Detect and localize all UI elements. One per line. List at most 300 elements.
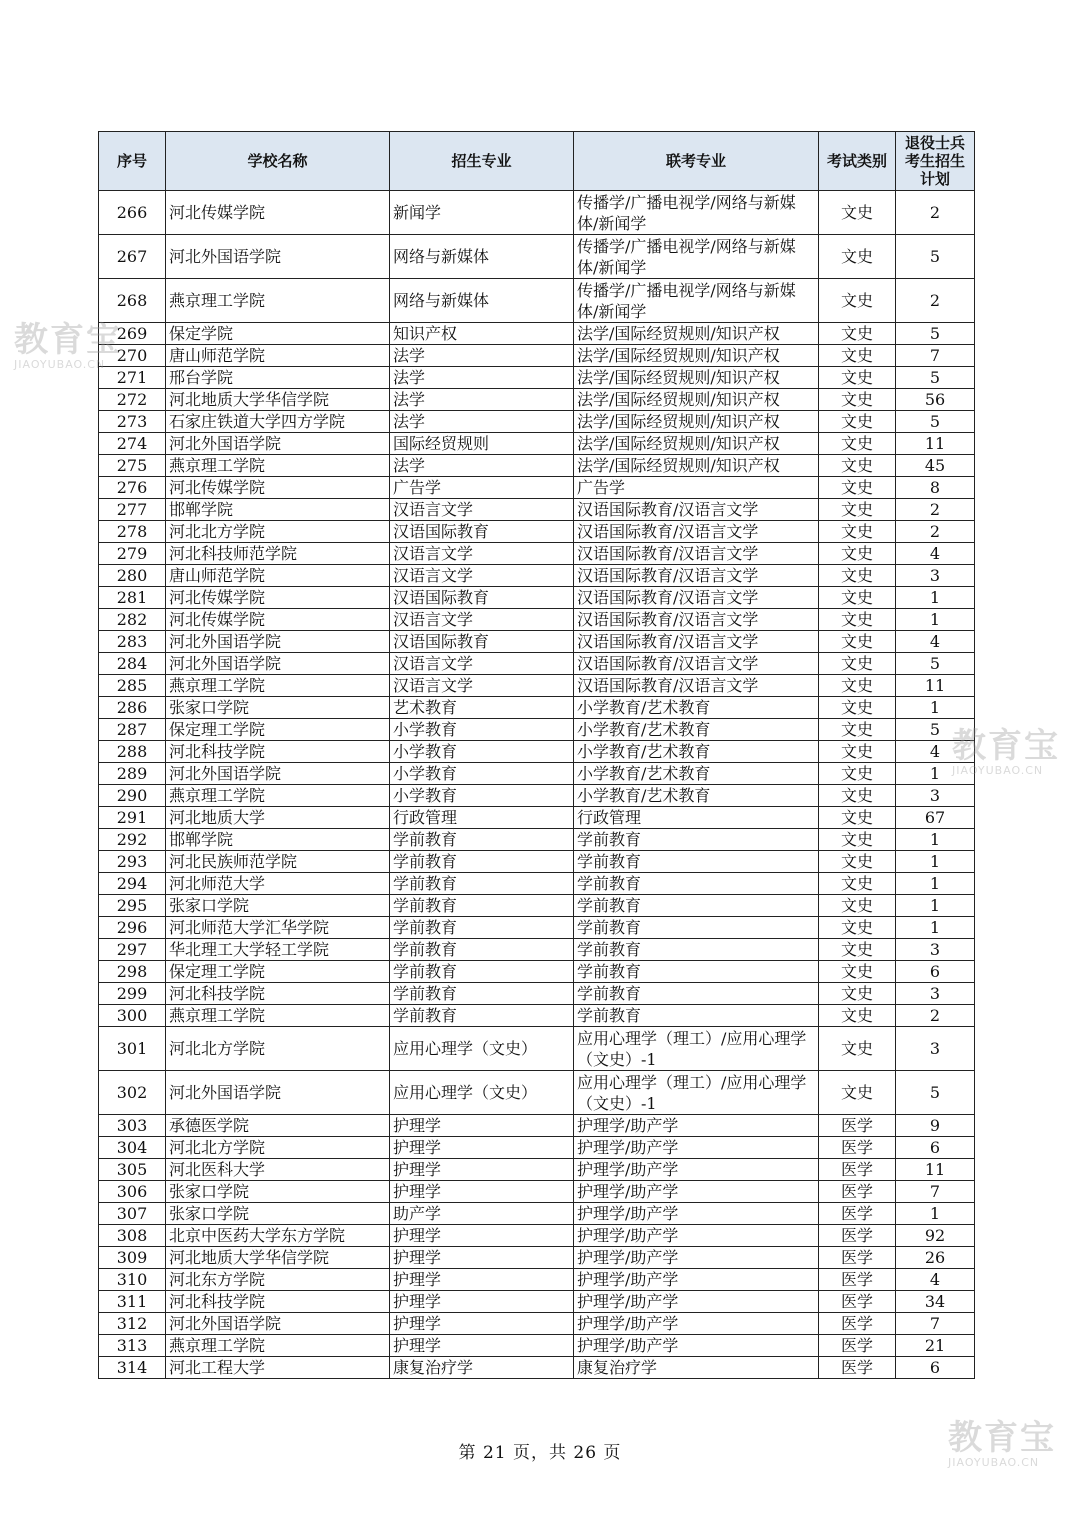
table-row: [99, 983, 975, 1005]
cell-exam-major: 汉语国际教育/汉语言文学: [574, 631, 819, 653]
cell-veteran-plan: 1: [896, 763, 975, 785]
cell-veteran-plan: 6: [896, 961, 975, 983]
cell-school-name: 唐山师范学院: [166, 565, 390, 587]
cell-school-name: 张家口学院: [166, 697, 390, 719]
cell-school-name: 河北外国语学院: [166, 763, 390, 785]
table-row: [99, 521, 975, 543]
header-exam-category: 考试类别: [819, 132, 896, 191]
cell-serial: 287: [99, 719, 166, 741]
table-row: [99, 279, 975, 323]
cell-major: 网络与新媒体: [390, 235, 574, 279]
cell-school-name: 河北传媒学院: [166, 191, 390, 235]
cell-serial: 271: [99, 367, 166, 389]
cell-school-name: 河北东方学院: [166, 1269, 390, 1291]
cell-exam-category: 文史: [819, 367, 896, 389]
cell-exam-major: 学前教育: [574, 873, 819, 895]
cell-school-name: 邯郸学院: [166, 829, 390, 851]
cell-major: 法学: [390, 345, 574, 367]
cell-exam-category: 医学: [819, 1159, 896, 1181]
cell-veteran-plan: 1: [896, 609, 975, 631]
watermark-left: [14, 322, 122, 371]
cell-school-name: 张家口学院: [166, 1203, 390, 1225]
cell-exam-major: 护理学/助产学: [574, 1203, 819, 1225]
cell-veteran-plan: 5: [896, 367, 975, 389]
cell-major: 学前教育: [390, 1005, 574, 1027]
cell-serial: 270: [99, 345, 166, 367]
table-row: [99, 807, 975, 829]
cell-exam-major: 护理学/助产学: [574, 1137, 819, 1159]
cell-serial: 277: [99, 499, 166, 521]
cell-exam-category: 文史: [819, 565, 896, 587]
cell-exam-major: 汉语国际教育/汉语言文学: [574, 543, 819, 565]
cell-school-name: 邯郸学院: [166, 499, 390, 521]
cell-school-name: 保定理工学院: [166, 719, 390, 741]
cell-major: 新闻学: [390, 191, 574, 235]
table-row: [99, 455, 975, 477]
cell-serial: 272: [99, 389, 166, 411]
cell-veteran-plan: 1: [896, 895, 975, 917]
cell-exam-category: 文史: [819, 719, 896, 741]
cell-major: 小学教育: [390, 785, 574, 807]
table-row: [99, 1137, 975, 1159]
table-row: [99, 1291, 975, 1313]
cell-school-name: 燕京理工学院: [166, 785, 390, 807]
cell-exam-category: 文史: [819, 1071, 896, 1115]
cell-exam-major: 学前教育: [574, 851, 819, 873]
cell-major: 护理学: [390, 1181, 574, 1203]
cell-veteran-plan: 4: [896, 741, 975, 763]
table-row: [99, 499, 975, 521]
cell-serial: 311: [99, 1291, 166, 1313]
cell-school-name: 张家口学院: [166, 895, 390, 917]
table-body: [99, 191, 975, 1379]
cell-major: 小学教育: [390, 741, 574, 763]
watermark-url: JIAOYUBAO.CN: [952, 764, 1044, 777]
table-row: [99, 1203, 975, 1225]
cell-serial: 295: [99, 895, 166, 917]
cell-exam-major: 广告学: [574, 477, 819, 499]
cell-exam-category: 文史: [819, 543, 896, 565]
cell-exam-category: 文史: [819, 499, 896, 521]
table-row: [99, 1159, 975, 1181]
cell-serial: 289: [99, 763, 166, 785]
cell-veteran-plan: 6: [896, 1137, 975, 1159]
cell-major: 学前教育: [390, 851, 574, 873]
cell-exam-category: 文史: [819, 631, 896, 653]
cell-major: 护理学: [390, 1137, 574, 1159]
cell-exam-category: 医学: [819, 1335, 896, 1357]
cell-exam-category: 文史: [819, 939, 896, 961]
cell-veteran-plan: 6: [896, 1357, 975, 1379]
cell-veteran-plan: 3: [896, 1027, 975, 1071]
cell-serial: 296: [99, 917, 166, 939]
cell-exam-major: 应用心理学（理工）/应用心理学（文史）-1: [574, 1071, 819, 1115]
cell-major: 学前教育: [390, 983, 574, 1005]
table-row: [99, 719, 975, 741]
cell-veteran-plan: 1: [896, 697, 975, 719]
page-footer: 第 21 页，共 26 页: [458, 1443, 622, 1463]
cell-exam-category: 文史: [819, 851, 896, 873]
table-row: [99, 191, 975, 235]
table-row: [99, 873, 975, 895]
cell-veteran-plan: 45: [896, 455, 975, 477]
cell-major: 汉语国际教育: [390, 587, 574, 609]
cell-veteran-plan: 11: [896, 675, 975, 697]
cell-major: 护理学: [390, 1335, 574, 1357]
cell-school-name: 河北外国语学院: [166, 1313, 390, 1335]
cell-veteran-plan: 3: [896, 939, 975, 961]
cell-school-name: 承德医学院: [166, 1115, 390, 1137]
header-major: 招生专业: [390, 132, 574, 191]
cell-school-name: 河北外国语学院: [166, 1071, 390, 1115]
cell-serial: 274: [99, 433, 166, 455]
cell-veteran-plan: 2: [896, 191, 975, 235]
cell-veteran-plan: 5: [896, 653, 975, 675]
cell-exam-major: 汉语国际教育/汉语言文学: [574, 565, 819, 587]
cell-school-name: 河北北方学院: [166, 521, 390, 543]
cell-exam-major: 小学教育/艺术教育: [574, 719, 819, 741]
table-row: [99, 961, 975, 983]
cell-major: 护理学: [390, 1247, 574, 1269]
cell-exam-major: 行政管理: [574, 807, 819, 829]
admission-plan-table: [98, 131, 975, 1379]
table-row: [99, 1181, 975, 1203]
cell-exam-major: 法学/国际经贸规则/知识产权: [574, 345, 819, 367]
table-row: [99, 653, 975, 675]
cell-serial: 301: [99, 1027, 166, 1071]
cell-exam-major: 护理学/助产学: [574, 1291, 819, 1313]
cell-exam-major: 学前教育: [574, 1005, 819, 1027]
cell-veteran-plan: 2: [896, 521, 975, 543]
cell-veteran-plan: 34: [896, 1291, 975, 1313]
cell-school-name: 河北传媒学院: [166, 477, 390, 499]
cell-major: 护理学: [390, 1159, 574, 1181]
cell-school-name: 河北外国语学院: [166, 433, 390, 455]
table-row: [99, 917, 975, 939]
cell-exam-category: 医学: [819, 1357, 896, 1379]
table-row: [99, 565, 975, 587]
table-row: [99, 851, 975, 873]
cell-major: 助产学: [390, 1203, 574, 1225]
table-row: [99, 1335, 975, 1357]
cell-serial: 310: [99, 1269, 166, 1291]
table-row: [99, 543, 975, 565]
cell-exam-category: 文史: [819, 1005, 896, 1027]
cell-veteran-plan: 7: [896, 1181, 975, 1203]
table-row: [99, 785, 975, 807]
table-row: [99, 367, 975, 389]
cell-school-name: 北京中医药大学东方学院: [166, 1225, 390, 1247]
cell-school-name: 燕京理工学院: [166, 675, 390, 697]
cell-exam-category: 医学: [819, 1115, 896, 1137]
cell-veteran-plan: 7: [896, 1313, 975, 1335]
cell-exam-category: 文史: [819, 1027, 896, 1071]
table-row: [99, 235, 975, 279]
cell-exam-category: 文史: [819, 191, 896, 235]
cell-exam-major: 学前教育: [574, 895, 819, 917]
cell-major: 知识产权: [390, 323, 574, 345]
cell-school-name: 河北科技学院: [166, 983, 390, 1005]
cell-veteran-plan: 21: [896, 1335, 975, 1357]
watermark-url: JIAOYUBAO.CN: [14, 358, 106, 371]
table-row: [99, 1247, 975, 1269]
cell-exam-category: 文史: [819, 983, 896, 1005]
cell-veteran-plan: 1: [896, 829, 975, 851]
cell-exam-category: 文史: [819, 873, 896, 895]
cell-exam-major: 护理学/助产学: [574, 1115, 819, 1137]
cell-major: 广告学: [390, 477, 574, 499]
cell-school-name: 河北外国语学院: [166, 631, 390, 653]
cell-veteran-plan: 3: [896, 983, 975, 1005]
table-row: [99, 939, 975, 961]
watermark-right: [952, 728, 1060, 777]
watermark-bottom-right: [948, 1420, 1056, 1469]
cell-serial: 280: [99, 565, 166, 587]
cell-school-name: 河北科技师范学院: [166, 543, 390, 565]
cell-exam-category: 文史: [819, 653, 896, 675]
cell-veteran-plan: 1: [896, 873, 975, 895]
cell-exam-category: 医学: [819, 1291, 896, 1313]
cell-exam-category: 文史: [819, 455, 896, 477]
cell-exam-major: 护理学/助产学: [574, 1335, 819, 1357]
cell-serial: 293: [99, 851, 166, 873]
cell-major: 学前教育: [390, 939, 574, 961]
cell-exam-category: 文史: [819, 785, 896, 807]
cell-school-name: 河北外国语学院: [166, 235, 390, 279]
cell-veteran-plan: 8: [896, 477, 975, 499]
header-school-name: 学校名称: [166, 132, 390, 191]
cell-serial: 285: [99, 675, 166, 697]
header-serial: 序号: [99, 132, 166, 191]
cell-exam-category: 文史: [819, 389, 896, 411]
watermark-logo-text: 教育宝: [948, 1418, 1056, 1458]
cell-serial: 299: [99, 983, 166, 1005]
cell-veteran-plan: 4: [896, 543, 975, 565]
table-row: [99, 1269, 975, 1291]
cell-school-name: 河北北方学院: [166, 1137, 390, 1159]
cell-school-name: 燕京理工学院: [166, 1335, 390, 1357]
cell-exam-major: 传播学/广播电视学/网络与新媒体/新闻学: [574, 279, 819, 323]
cell-major: 法学: [390, 389, 574, 411]
cell-veteran-plan: 5: [896, 323, 975, 345]
cell-school-name: 华北理工大学轻工学院: [166, 939, 390, 961]
cell-exam-major: 小学教育/艺术教育: [574, 697, 819, 719]
cell-serial: 267: [99, 235, 166, 279]
table-row: [99, 1027, 975, 1071]
cell-serial: 300: [99, 1005, 166, 1027]
cell-major: 国际经贸规则: [390, 433, 574, 455]
cell-exam-major: 传播学/广播电视学/网络与新媒体/新闻学: [574, 191, 819, 235]
cell-exam-major: 传播学/广播电视学/网络与新媒体/新闻学: [574, 235, 819, 279]
cell-major: 行政管理: [390, 807, 574, 829]
table-row: [99, 389, 975, 411]
cell-veteran-plan: 67: [896, 807, 975, 829]
cell-exam-major: 应用心理学（理工）/应用心理学（文史）-1: [574, 1027, 819, 1071]
cell-exam-category: 文史: [819, 235, 896, 279]
cell-veteran-plan: 92: [896, 1225, 975, 1247]
cell-school-name: 燕京理工学院: [166, 279, 390, 323]
cell-major: 护理学: [390, 1115, 574, 1137]
cell-exam-category: 医学: [819, 1269, 896, 1291]
table-row: [99, 477, 975, 499]
cell-exam-major: 护理学/助产学: [574, 1181, 819, 1203]
cell-veteran-plan: 1: [896, 587, 975, 609]
cell-school-name: 河北地质大学华信学院: [166, 389, 390, 411]
cell-school-name: 保定理工学院: [166, 961, 390, 983]
cell-serial: 268: [99, 279, 166, 323]
cell-exam-category: 文史: [819, 345, 896, 367]
cell-school-name: 邢台学院: [166, 367, 390, 389]
cell-school-name: 保定学院: [166, 323, 390, 345]
cell-exam-category: 医学: [819, 1203, 896, 1225]
cell-exam-major: 汉语国际教育/汉语言文学: [574, 587, 819, 609]
cell-serial: 314: [99, 1357, 166, 1379]
cell-major: 学前教育: [390, 917, 574, 939]
cell-school-name: 河北传媒学院: [166, 609, 390, 631]
cell-major: 学前教育: [390, 829, 574, 851]
cell-major: 汉语言文学: [390, 499, 574, 521]
cell-veteran-plan: 3: [896, 785, 975, 807]
cell-exam-major: 康复治疗学: [574, 1357, 819, 1379]
cell-exam-category: 文史: [819, 829, 896, 851]
cell-exam-major: 法学/国际经贸规则/知识产权: [574, 367, 819, 389]
cell-school-name: 石家庄铁道大学四方学院: [166, 411, 390, 433]
cell-exam-major: 学前教育: [574, 983, 819, 1005]
cell-exam-category: 医学: [819, 1225, 896, 1247]
cell-veteran-plan: 5: [896, 1071, 975, 1115]
cell-major: 小学教育: [390, 763, 574, 785]
cell-serial: 291: [99, 807, 166, 829]
cell-school-name: 河北师范大学: [166, 873, 390, 895]
cell-exam-category: 文史: [819, 807, 896, 829]
cell-serial: 281: [99, 587, 166, 609]
table-row: [99, 697, 975, 719]
cell-exam-major: 护理学/助产学: [574, 1269, 819, 1291]
cell-serial: 302: [99, 1071, 166, 1115]
cell-exam-category: 文史: [819, 697, 896, 719]
cell-major: 护理学: [390, 1291, 574, 1313]
cell-exam-major: 法学/国际经贸规则/知识产权: [574, 411, 819, 433]
cell-exam-major: 小学教育/艺术教育: [574, 741, 819, 763]
cell-school-name: 河北北方学院: [166, 1027, 390, 1071]
cell-exam-category: 医学: [819, 1137, 896, 1159]
watermark-logo-text: 教育宝: [952, 726, 1060, 766]
cell-exam-major: 法学/国际经贸规则/知识产权: [574, 433, 819, 455]
table-row: [99, 1115, 975, 1137]
cell-major: 学前教育: [390, 873, 574, 895]
cell-serial: 269: [99, 323, 166, 345]
cell-major: 汉语言文学: [390, 653, 574, 675]
cell-exam-category: 文史: [819, 961, 896, 983]
cell-school-name: 河北工程大学: [166, 1357, 390, 1379]
cell-school-name: 河北地质大学: [166, 807, 390, 829]
cell-exam-major: 护理学/助产学: [574, 1313, 819, 1335]
cell-exam-major: 汉语国际教育/汉语言文学: [574, 499, 819, 521]
cell-veteran-plan: 5: [896, 411, 975, 433]
cell-veteran-plan: 7: [896, 345, 975, 367]
cell-veteran-plan: 2: [896, 499, 975, 521]
cell-exam-category: 文史: [819, 521, 896, 543]
cell-serial: 279: [99, 543, 166, 565]
cell-serial: 303: [99, 1115, 166, 1137]
table-row: [99, 1357, 975, 1379]
cell-exam-major: 汉语国际教育/汉语言文学: [574, 653, 819, 675]
cell-major: 护理学: [390, 1225, 574, 1247]
cell-school-name: 河北科技学院: [166, 1291, 390, 1313]
cell-veteran-plan: 3: [896, 565, 975, 587]
cell-veteran-plan: 56: [896, 389, 975, 411]
cell-exam-major: 汉语国际教育/汉语言文学: [574, 521, 819, 543]
cell-exam-major: 汉语国际教育/汉语言文学: [574, 675, 819, 697]
cell-major: 康复治疗学: [390, 1357, 574, 1379]
cell-exam-category: 文史: [819, 675, 896, 697]
table-row: [99, 1071, 975, 1115]
cell-serial: 276: [99, 477, 166, 499]
cell-major: 汉语国际教育: [390, 631, 574, 653]
cell-exam-major: 小学教育/艺术教育: [574, 763, 819, 785]
cell-exam-category: 文史: [819, 279, 896, 323]
cell-exam-category: 文史: [819, 895, 896, 917]
cell-serial: 313: [99, 1335, 166, 1357]
cell-exam-major: 学前教育: [574, 961, 819, 983]
table-row: [99, 587, 975, 609]
cell-school-name: 张家口学院: [166, 1181, 390, 1203]
cell-exam-major: 学前教育: [574, 829, 819, 851]
table-row: [99, 345, 975, 367]
cell-exam-category: 医学: [819, 1247, 896, 1269]
table-row: [99, 1225, 975, 1247]
cell-serial: 298: [99, 961, 166, 983]
table-row: [99, 741, 975, 763]
cell-major: 汉语言文学: [390, 543, 574, 565]
cell-veteran-plan: 2: [896, 279, 975, 323]
cell-major: 法学: [390, 411, 574, 433]
cell-veteran-plan: 9: [896, 1115, 975, 1137]
cell-exam-major: 法学/国际经贸规则/知识产权: [574, 389, 819, 411]
cell-school-name: 河北科技学院: [166, 741, 390, 763]
table-row: [99, 631, 975, 653]
cell-serial: 294: [99, 873, 166, 895]
cell-veteran-plan: 5: [896, 719, 975, 741]
table-header-row: [99, 132, 975, 191]
cell-serial: 309: [99, 1247, 166, 1269]
watermark-logo-text: 教育宝: [14, 320, 122, 360]
cell-major: 汉语言文学: [390, 609, 574, 631]
cell-exam-major: 汉语国际教育/汉语言文学: [574, 609, 819, 631]
cell-exam-category: 文史: [819, 609, 896, 631]
cell-major: 护理学: [390, 1269, 574, 1291]
cell-exam-major: 护理学/助产学: [574, 1159, 819, 1181]
cell-exam-category: 文史: [819, 323, 896, 345]
cell-school-name: 河北传媒学院: [166, 587, 390, 609]
cell-major: 应用心理学（文史）: [390, 1071, 574, 1115]
cell-serial: 282: [99, 609, 166, 631]
table-row: [99, 895, 975, 917]
header-exam-major: 联考专业: [574, 132, 819, 191]
cell-veteran-plan: 4: [896, 1269, 975, 1291]
cell-serial: 290: [99, 785, 166, 807]
cell-major: 法学: [390, 455, 574, 477]
header-veteran-plan: 退役士兵考生招生计划: [896, 132, 975, 191]
cell-serial: 283: [99, 631, 166, 653]
cell-exam-major: 护理学/助产学: [574, 1247, 819, 1269]
cell-major: 学前教育: [390, 895, 574, 917]
cell-major: 小学教育: [390, 719, 574, 741]
cell-serial: 307: [99, 1203, 166, 1225]
cell-exam-category: 文史: [819, 433, 896, 455]
cell-major: 艺术教育: [390, 697, 574, 719]
table-row: [99, 323, 975, 345]
